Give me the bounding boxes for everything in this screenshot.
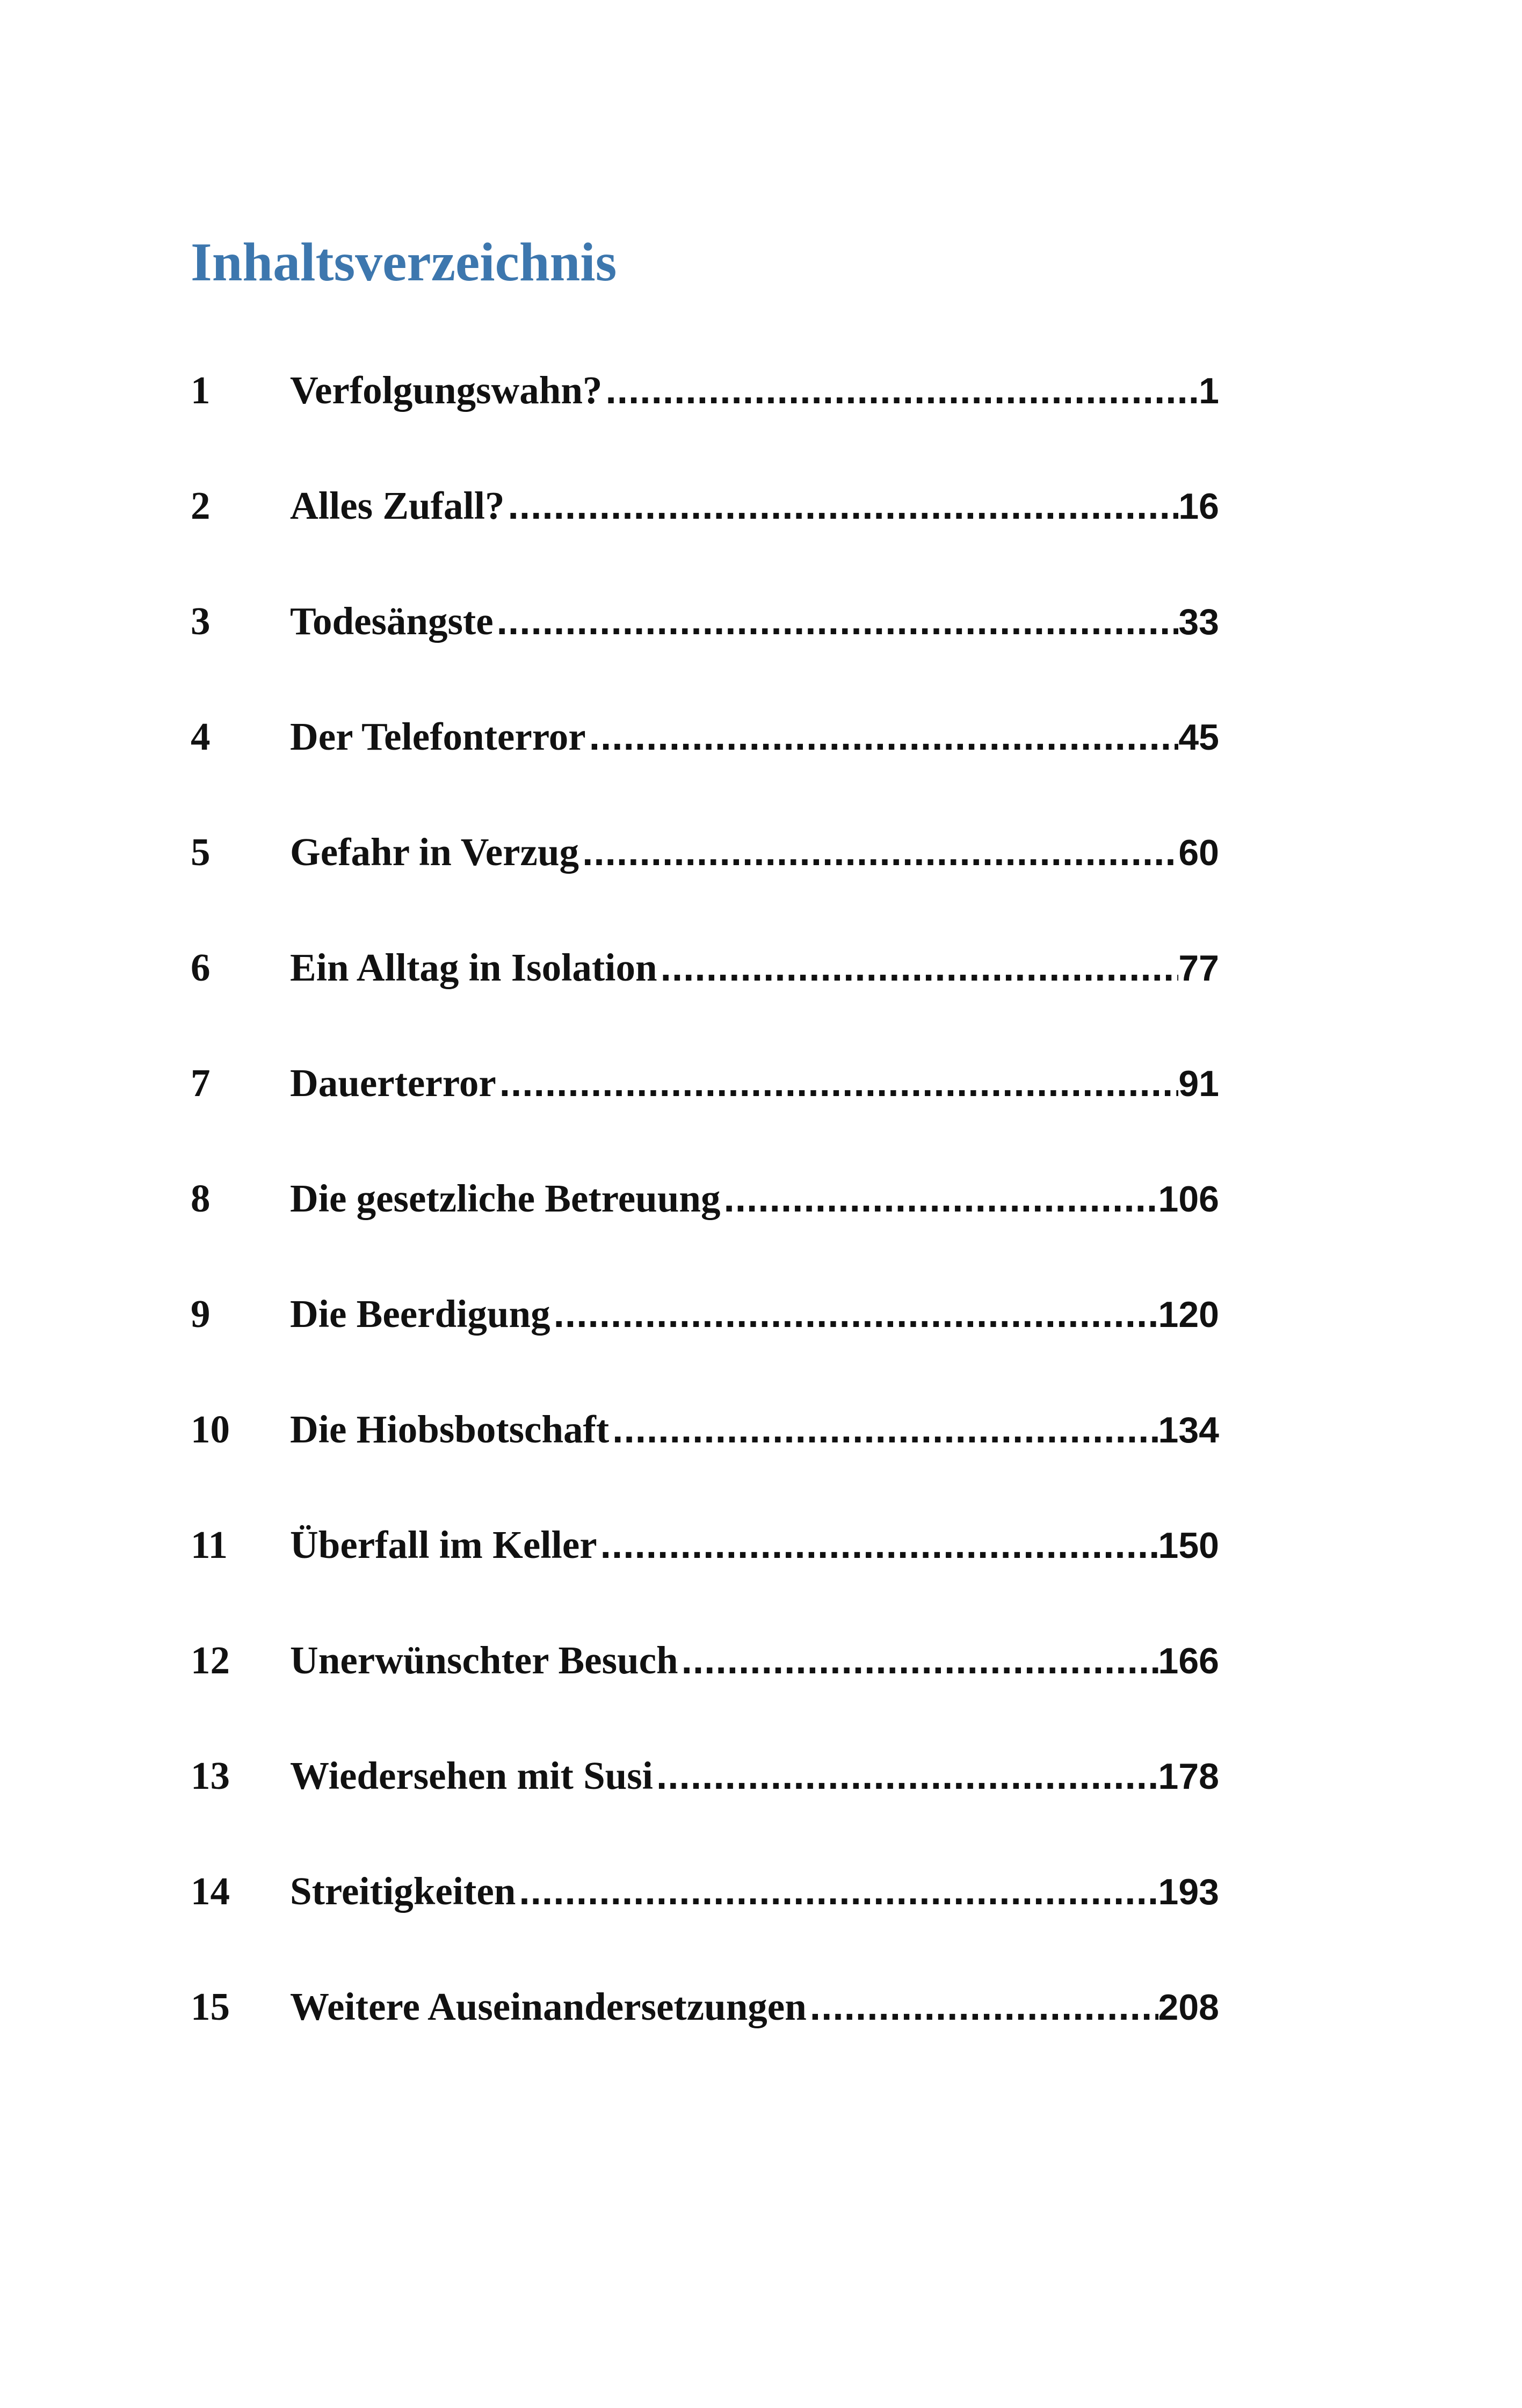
dot-leader — [678, 1641, 1158, 1680]
chapter-number: 9 — [191, 1292, 211, 1336]
chapter-title: Wiedersehen mit Susi — [290, 1754, 653, 1797]
toc-entry — [191, 1869, 1219, 1987]
toc-entry — [191, 717, 1219, 832]
page-number: 91 — [1178, 1063, 1219, 1104]
chapter-title: Verfolgungswahn? — [290, 368, 603, 412]
dot-leader — [516, 1872, 1158, 1911]
page-number: 134 — [1158, 1410, 1219, 1450]
toc-entry — [191, 1063, 1219, 1179]
page-title: Inhaltsverzeichnis — [191, 232, 617, 293]
page-number: 45 — [1178, 717, 1219, 758]
chapter-number: 4 — [191, 715, 211, 758]
page-number: 120 — [1158, 1294, 1219, 1335]
toc-entry — [191, 601, 1219, 717]
chapter-title: Weitere Auseinandersetzungen — [290, 1985, 807, 2028]
chapter-number: 6 — [191, 946, 211, 989]
chapter-title: Todesängste — [290, 599, 494, 643]
toc-entry — [191, 1179, 1219, 1294]
page-number: 193 — [1158, 1872, 1219, 1912]
dot-leader — [579, 832, 1178, 872]
page-number: 33 — [1178, 601, 1219, 642]
page-number: 60 — [1178, 832, 1219, 873]
page-number: 208 — [1158, 1987, 1219, 2028]
chapter-title: Die Hiobsbotschaft — [290, 1408, 610, 1451]
chapter-title: Die Beerdigung — [290, 1292, 550, 1336]
dot-leader — [496, 1063, 1179, 1103]
toc-entry — [191, 1525, 1219, 1641]
dot-leader — [494, 601, 1179, 641]
dot-leader — [586, 717, 1179, 756]
dot-leader — [609, 1410, 1158, 1449]
chapter-number: 1 — [191, 368, 211, 412]
chapter-number: 7 — [191, 1061, 211, 1105]
dot-leader — [602, 371, 1199, 410]
chapter-number: 5 — [191, 830, 211, 874]
chapter-title: Dauerterror — [290, 1061, 496, 1105]
chapter-title: Der Telefonterror — [290, 715, 586, 758]
chapter-number: 3 — [191, 599, 211, 643]
page-number: 150 — [1158, 1525, 1219, 1566]
dot-leader — [657, 948, 1179, 987]
chapter-title: Ein Alltag in Isolation — [290, 946, 657, 989]
chapter-title: Die gesetzliche Betreuung — [290, 1177, 721, 1220]
toc-entry — [191, 1410, 1219, 1525]
chapter-title: Überfall im Keller — [290, 1523, 597, 1566]
toc-entry — [191, 948, 1219, 1063]
chapter-number: 2 — [191, 484, 211, 527]
chapter-number: 8 — [191, 1177, 211, 1220]
page-number: 166 — [1158, 1641, 1219, 1681]
page-number: 1 — [1199, 371, 1219, 411]
chapter-title: Streitigkeiten — [290, 1869, 516, 1913]
chapter-title: Unerwünschter Besuch — [290, 1638, 678, 1682]
chapter-number: 10 — [191, 1408, 230, 1451]
dot-leader — [505, 486, 1179, 525]
toc-entry — [191, 1756, 1219, 1872]
toc-entry — [191, 1638, 1219, 1756]
page-number: 178 — [1158, 1756, 1219, 1797]
dot-leader — [653, 1756, 1158, 1795]
chapter-number: 15 — [191, 1985, 230, 2028]
dot-leader — [550, 1294, 1158, 1333]
page-number: 16 — [1178, 486, 1219, 527]
page-number: 106 — [1158, 1179, 1219, 1220]
toc-entry — [191, 1987, 1219, 2102]
chapter-number: 12 — [191, 1638, 230, 1682]
dot-leader — [597, 1525, 1158, 1564]
toc-entry — [191, 832, 1219, 948]
table-of-contents — [191, 368, 1219, 2102]
chapter-number: 13 — [191, 1754, 230, 1797]
chapter-title: Alles Zufall? — [290, 484, 505, 527]
toc-entry — [191, 368, 1219, 486]
chapter-title: Gefahr in Verzug — [290, 830, 579, 874]
toc-entry — [191, 1294, 1219, 1410]
dot-leader — [720, 1179, 1158, 1218]
dot-leader — [807, 1987, 1158, 2026]
chapter-number: 11 — [191, 1523, 228, 1566]
chapter-number: 14 — [191, 1869, 230, 1913]
toc-entry — [191, 486, 1219, 601]
page-number: 77 — [1178, 948, 1219, 989]
